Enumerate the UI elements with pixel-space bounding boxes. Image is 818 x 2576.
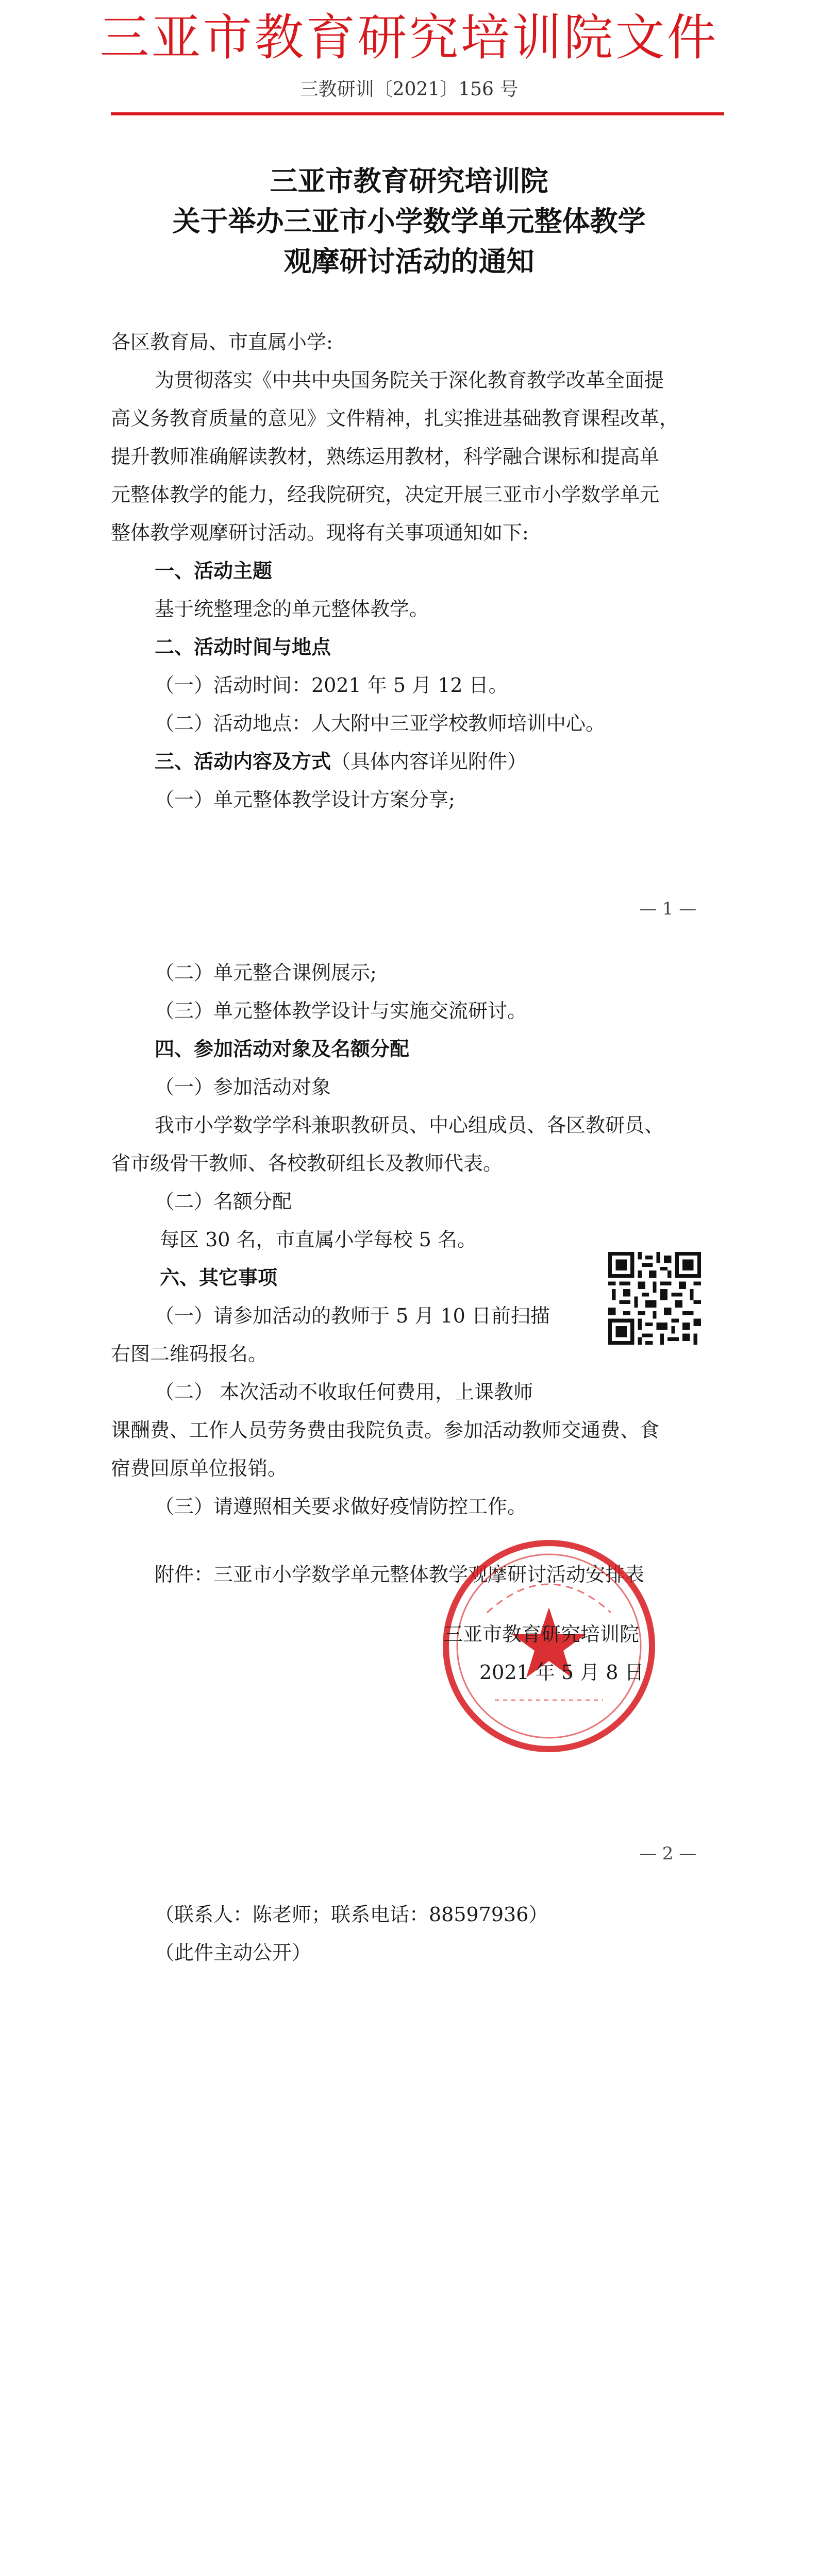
other-item2-line1: （二） 本次活动不收取任何费用，上课教师 [155, 1381, 533, 1403]
other-item2-line2: 课酬费、工作人员劳务费由我院负责。参加活动教师交通费、食 [111, 1419, 660, 1442]
intro-line: 元整体教学的能力，经我院研究，决定开展三亚市小学数学单元 [111, 483, 660, 506]
quota-subheading: （二）名额分配 [155, 1190, 292, 1213]
other-item2-line3: 宿费回原单位报销。 [111, 1457, 288, 1480]
intro-line: 高义务教育质量的意见》文件精神，扎实推进基础教育课程改革， [111, 407, 679, 430]
registration-qr-code[interactable] [608, 1252, 701, 1345]
section-heading-content-row [155, 749, 527, 774]
contact-line: （联系人：陈老师；联系电话：88597936） [155, 1903, 548, 1926]
participants-subheading: （一）参加活动对象 [155, 1076, 331, 1098]
section-heading-participants: 四、参加活动对象及名额分配 [155, 1038, 410, 1060]
other-item1-line2: 右图二维码报名。 [111, 1343, 268, 1365]
notice-title-line1: 三亚市教育研究培训院 [270, 164, 548, 197]
section-heading-theme: 一、活动主题 [155, 560, 273, 582]
intro-line: 提升教师准确解读教材，熟练运用教材，科学融合课标和提高单 [111, 445, 660, 468]
disclosure-note: （此件主动公开） [155, 1941, 312, 1964]
intro-line: 整体教学观摩研讨活动。现将有关事项通知如下: [111, 521, 529, 544]
activity-place: （二）活动地点：人大附中三亚学校教师培训中心。 [155, 712, 606, 735]
other-item1-line1: （一）请参加活动的教师于 5 月 10 日前扫描 [155, 1304, 550, 1327]
content-item-2: （二）单元整合课例展示; [155, 961, 377, 984]
participants-line1: 我市小学数学学科兼职教研员、中心组成员、各区教研员、 [155, 1114, 664, 1137]
document-header-title: 三亚市教育研究培训院文件 [99, 9, 719, 66]
document-number: 三教研训〔2021〕156 号 [299, 79, 519, 100]
section-heading-note: （具体内容详见附件） [331, 750, 527, 773]
notice-title-line3: 观摩研讨活动的通知 [283, 245, 535, 278]
section-heading-time-place: 二、活动时间与地点 [155, 636, 331, 658]
other-item3: （三）请遵照相关要求做好疫情防控工作。 [155, 1495, 527, 1518]
page-number-2: — 2 — [639, 1843, 697, 1864]
participants-line2: 省市级骨干教师、各校教研组长及教师代表。 [111, 1152, 503, 1175]
addressee: 各区教育局、市直属小学: [111, 331, 333, 353]
intro-line: 为贯彻落实《中共中央国务院关于深化教育教学改革全面提 [155, 369, 664, 392]
signature-date: 2021 年 5 月 8 日 [479, 1661, 644, 1684]
signature-org: 三亚市教育研究培训院 [443, 1623, 640, 1646]
notice-title-line2: 关于举办三亚市小学数学单元整体教学 [172, 205, 646, 238]
content-item-1: （一）单元整体教学设计方案分享; [155, 788, 455, 811]
activity-time: （一）活动时间：2021 年 5 月 12 日。 [155, 674, 508, 697]
section-heading-content: 三、活动内容及方式 [155, 750, 331, 773]
section-theme-text: 基于统整理念的单元整体教学。 [155, 598, 429, 620]
attachment-line: 附件：三亚市小学数学单元整体教学观摩研讨活动安排表 [155, 1563, 645, 1586]
section-heading-other: 六、其它事项 [160, 1266, 278, 1289]
content-item-3: （三）单元整体教学设计与实施交流研讨。 [155, 999, 527, 1022]
red-divider-line [111, 112, 724, 115]
quota-text: 每区 30 名，市直属小学每校 5 名。 [160, 1228, 477, 1251]
page-number-1: — 1 — [639, 899, 697, 919]
